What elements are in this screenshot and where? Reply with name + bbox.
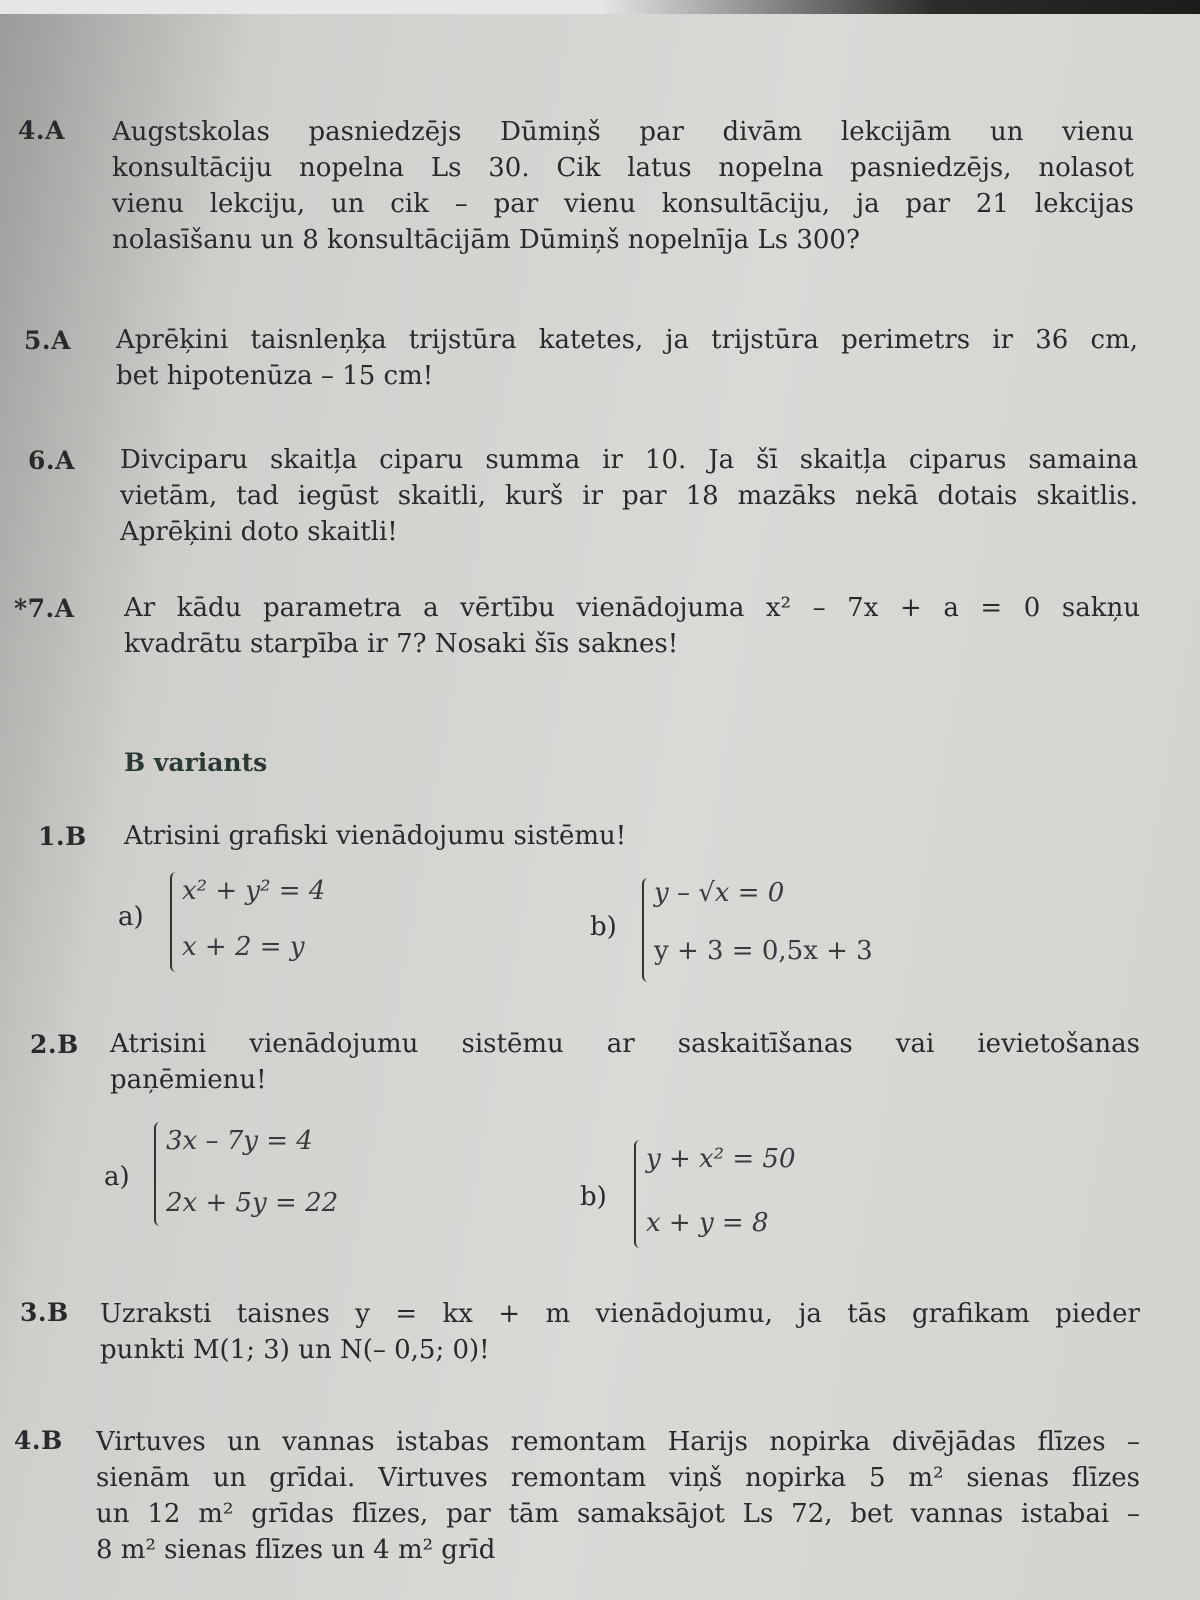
problem-number: 2.B [30, 1030, 79, 1059]
text-line: kvadrātu starpība ir 7? Nosaki šīs saknes! [124, 629, 679, 659]
problem-text [120, 442, 1138, 550]
system-brace [154, 1122, 164, 1226]
equation: y + x² = 50 [646, 1144, 796, 1174]
text-line: bet hipotenūza – 15 cm! [116, 361, 434, 391]
problem-text [110, 1026, 1140, 1098]
text-line: Divciparu skaitļa ciparu summa ir 10. Ja šī skaitļa ciparus samaina [120, 445, 1138, 475]
equation-system-a [118, 872, 438, 982]
problem-text [96, 1424, 1140, 1568]
equation: y + 3 = 0,5x + 3 [654, 936, 873, 966]
problem-number: 6.A [28, 446, 75, 475]
problem-text [112, 114, 1134, 258]
system-brace [642, 878, 652, 982]
text-line: Augstskolas pasniedzējs Dūmiņš par divām lekcijām un vienu [112, 117, 1134, 147]
system-brace [634, 1140, 644, 1248]
system-label: a) [104, 1162, 130, 1192]
problem-text [116, 322, 1138, 394]
text-line: 8 m² sienas flīzes un 4 m² grīd [96, 1535, 496, 1565]
problem-number: 4.B [14, 1426, 63, 1455]
equation: 2x + 5y = 22 [166, 1188, 339, 1218]
problem-number: *7.A [14, 594, 75, 623]
equation: x² + y² = 4 [182, 876, 326, 906]
text-line: Atrisini grafiski vienādojumu sistēmu! [124, 821, 627, 851]
problem-text [124, 818, 626, 854]
text-line: Uzraksti taisnes y = kx + m vienādojumu, ja tās grafikam pieder [100, 1299, 1140, 1329]
equation: x + y = 8 [646, 1208, 769, 1238]
text-line: Ar kādu parametra a vērtību vienādojuma x² – 7x + a = 0 sakņu [124, 593, 1140, 623]
equation: y – √x = 0 [654, 878, 785, 908]
text-line: vienu lekciju, un cik – par vienu konsultāciju, ja par 21 lekcijas [112, 189, 1134, 219]
problem-number: 3.B [20, 1298, 69, 1327]
text-line: un 12 m² grīdas flīzes, par tām samaksājot Ls 72, bet vannas istabai – [96, 1499, 1140, 1529]
text-line: punkti M(1; 3) un N(– 0,5; 0)! [100, 1335, 490, 1365]
text-line: nolasīšanu un 8 konsultācijām Dūmiņš nopelnīja Ls 300? [112, 225, 860, 255]
problem-number: 5.A [24, 326, 71, 355]
problem-number: 4.A [18, 116, 65, 145]
equation-system-b [580, 1140, 900, 1250]
text-line: Aprēķini doto skaitli! [120, 517, 398, 547]
problem-text [100, 1296, 1140, 1368]
system-label: b) [590, 912, 617, 942]
text-line: sienām un grīdai. Virtuves remontam viņš nopirka 5 m² sienas flīzes [96, 1463, 1140, 1493]
equation: x + 2 = y [182, 932, 305, 962]
text-line: konsultāciju nopelna Ls 30. Cik latus nopelna pasniedzējs, nolasot [112, 153, 1134, 183]
equation-system-a [104, 1122, 424, 1232]
equation-system-b [590, 878, 950, 988]
text-line: Aprēķini taisnleņķa trijstūra katetes, ja trijstūra perimetrs ir 36 cm, [116, 325, 1138, 355]
system-label: a) [118, 902, 144, 932]
section-heading: B variants [124, 748, 268, 777]
text-line: vietām, tad iegūst skaitli, kurš ir par 18 mazāks nekā dotais skaitlis. [120, 481, 1138, 511]
equation: 3x – 7y = 4 [166, 1126, 313, 1156]
system-label: b) [580, 1182, 607, 1212]
text-line: paņēmienu! [110, 1065, 267, 1095]
system-brace [170, 872, 180, 972]
problem-number: 1.B [38, 822, 87, 851]
problem-text [124, 590, 1140, 662]
text-line: Atrisini vienādojumu sistēmu ar saskaitīšanas vai ievietošanas [110, 1029, 1140, 1059]
text-line: Virtuves un vannas istabas remontam Harijs nopirka divējādas flīzes – [96, 1427, 1140, 1457]
